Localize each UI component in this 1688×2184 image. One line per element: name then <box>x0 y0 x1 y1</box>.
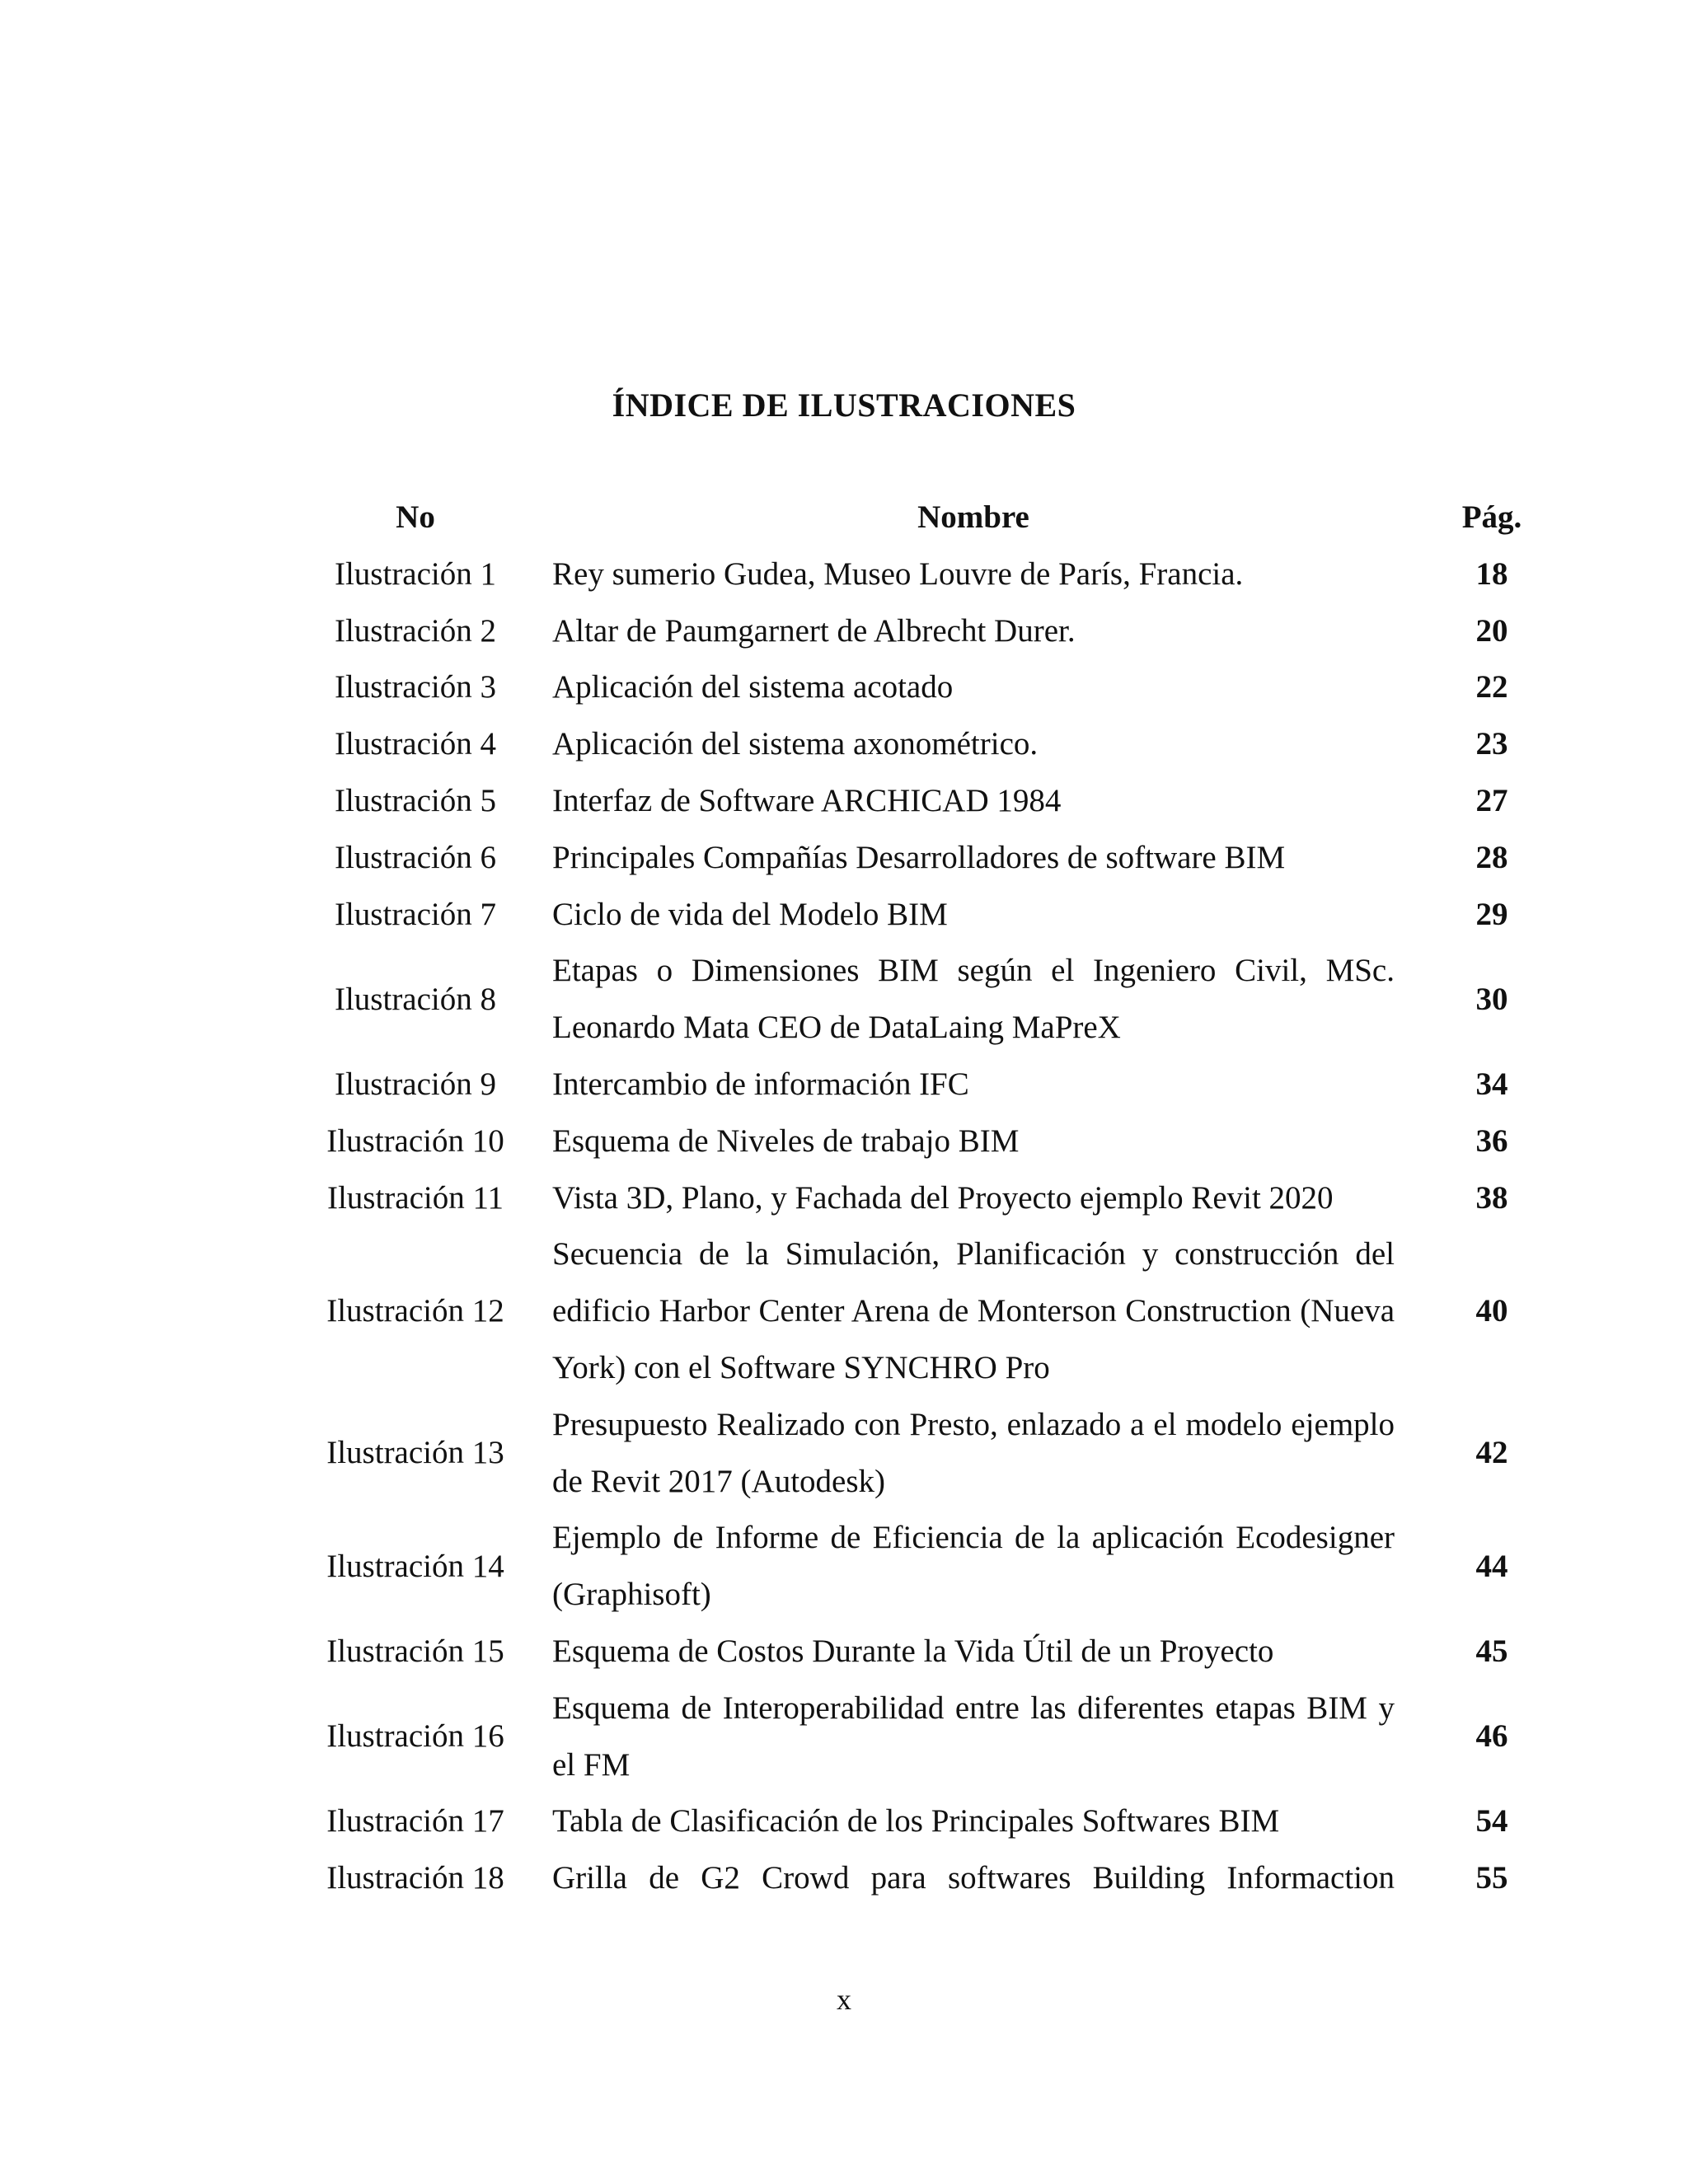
row-name: Interfaz de Software ARCHICAD 1984 <box>552 782 1062 818</box>
row-number: Ilustración 10 <box>326 1122 504 1159</box>
row-name: Aplicación del sistema axonométrico. <box>552 726 1039 762</box>
row-number: Ilustración 11 <box>326 1179 504 1216</box>
table-header-row <box>313 490 1540 546</box>
row-number: Ilustración 2 <box>334 612 497 649</box>
table-row <box>313 887 1540 944</box>
row-number: Ilustración 8 <box>334 981 497 1017</box>
row-page: 30 <box>1475 981 1508 1017</box>
row-page: 23 <box>1475 726 1508 762</box>
row-name: Altar de Paumgarnert de Albrecht Durer. <box>552 612 1076 649</box>
table-row <box>313 1510 1540 1624</box>
table-row <box>313 1680 1540 1794</box>
illustrations-index-table <box>313 490 1540 1907</box>
row-number: Ilustración 13 <box>326 1435 504 1471</box>
row-name: Esquema de Costos Durante la Vida Útil de un Proyecto <box>552 1633 1274 1669</box>
row-page: 42 <box>1475 1435 1508 1471</box>
table-row <box>313 546 1540 603</box>
table-row <box>313 1624 1540 1680</box>
row-number: Ilustración 3 <box>334 669 497 705</box>
row-page: 27 <box>1475 782 1508 818</box>
row-name: Tabla de Clasificación de los Principales Softwares BIM <box>552 1803 1280 1840</box>
table-row <box>313 1793 1540 1850</box>
row-number: Ilustración 17 <box>326 1803 504 1840</box>
table-row <box>313 943 1540 1057</box>
row-name: Aplicación del sistema acotado <box>552 669 954 705</box>
row-number: Ilustración 14 <box>326 1548 504 1584</box>
table-row <box>313 603 1540 660</box>
header-name: Nombre <box>917 499 1029 535</box>
row-name: Vista 3D, Plano, y Fachada del Proyecto ejemplo Revit 2020 <box>552 1179 1334 1216</box>
row-page: 34 <box>1475 1066 1508 1102</box>
page-number: x <box>837 1983 851 2016</box>
row-number: Ilustración 6 <box>334 839 497 875</box>
row-name: Grilla de G2 Crowd para softwares Building Informaction <box>552 1860 1395 1896</box>
table-row <box>313 716 1540 773</box>
row-page: 29 <box>1475 896 1508 932</box>
row-number: Ilustración 4 <box>334 726 497 762</box>
row-number: Ilustración 1 <box>334 555 497 592</box>
table-row <box>313 773 1540 830</box>
row-name: Principales Compañías Desarrolladores de software BIM <box>552 839 1286 875</box>
row-page: 45 <box>1475 1633 1508 1669</box>
table-row <box>313 1226 1540 1396</box>
row-page: 20 <box>1475 612 1508 649</box>
row-page: 18 <box>1475 555 1508 592</box>
row-page: 36 <box>1475 1122 1508 1159</box>
row-name: Intercambio de información IFC <box>552 1066 969 1102</box>
row-page: 38 <box>1475 1179 1508 1216</box>
table-row <box>313 1113 1540 1170</box>
row-number: Ilustración 18 <box>326 1860 504 1896</box>
table-row <box>313 1057 1540 1113</box>
row-number: Ilustración 7 <box>334 896 497 932</box>
row-page: 22 <box>1475 669 1508 705</box>
page-title: ÍNDICE DE ILUSTRACIONES <box>612 387 1076 424</box>
table-row <box>313 1170 1540 1227</box>
row-page: 44 <box>1475 1548 1508 1584</box>
table-row <box>313 1397 1540 1511</box>
row-page: 28 <box>1475 839 1508 875</box>
row-name: Ciclo de vida del Modelo BIM <box>552 896 948 932</box>
row-name: Esquema de Niveles de trabajo BIM <box>552 1122 1020 1159</box>
row-page: 55 <box>1475 1860 1508 1896</box>
header-no: No <box>396 499 435 535</box>
row-page: 46 <box>1475 1718 1508 1755</box>
header-page: Pág. <box>1461 499 1522 535</box>
table-row <box>313 659 1540 716</box>
row-number: Ilustración 12 <box>326 1293 504 1329</box>
row-name: Secuencia de la Simulación, Planificación y construcción del edificio Harbor Center Arena de Monterson Construction (Nueva York) con el Software SYNCHRO Pro <box>552 1236 1395 1385</box>
table-row <box>313 830 1540 887</box>
row-number: Ilustración 9 <box>334 1066 497 1102</box>
row-name: Presupuesto Realizado con Presto, enlazado a el modelo ejemplo de Revit 2017 (Autodesk) <box>552 1406 1395 1499</box>
row-number: Ilustración 5 <box>334 782 497 818</box>
table-row <box>313 1850 1540 1907</box>
row-number: Ilustración 15 <box>326 1633 504 1669</box>
row-name: Esquema de Interoperabilidad entre las diferentes etapas BIM y el FM <box>552 1690 1395 1783</box>
row-name: Rey sumerio Gudea, Museo Louvre de París, Francia. <box>552 555 1244 592</box>
row-number: Ilustración 16 <box>326 1718 504 1755</box>
row-page: 40 <box>1475 1293 1508 1329</box>
row-page: 54 <box>1475 1803 1508 1840</box>
row-name: Etapas o Dimensiones BIM según el Ingeniero Civil, MSc. Leonardo Mata CEO de DataLaing MaPreX <box>552 953 1395 1046</box>
row-name: Ejemplo de Informe de Eficiencia de la aplicación Ecodesigner (Graphisoft) <box>552 1520 1395 1613</box>
